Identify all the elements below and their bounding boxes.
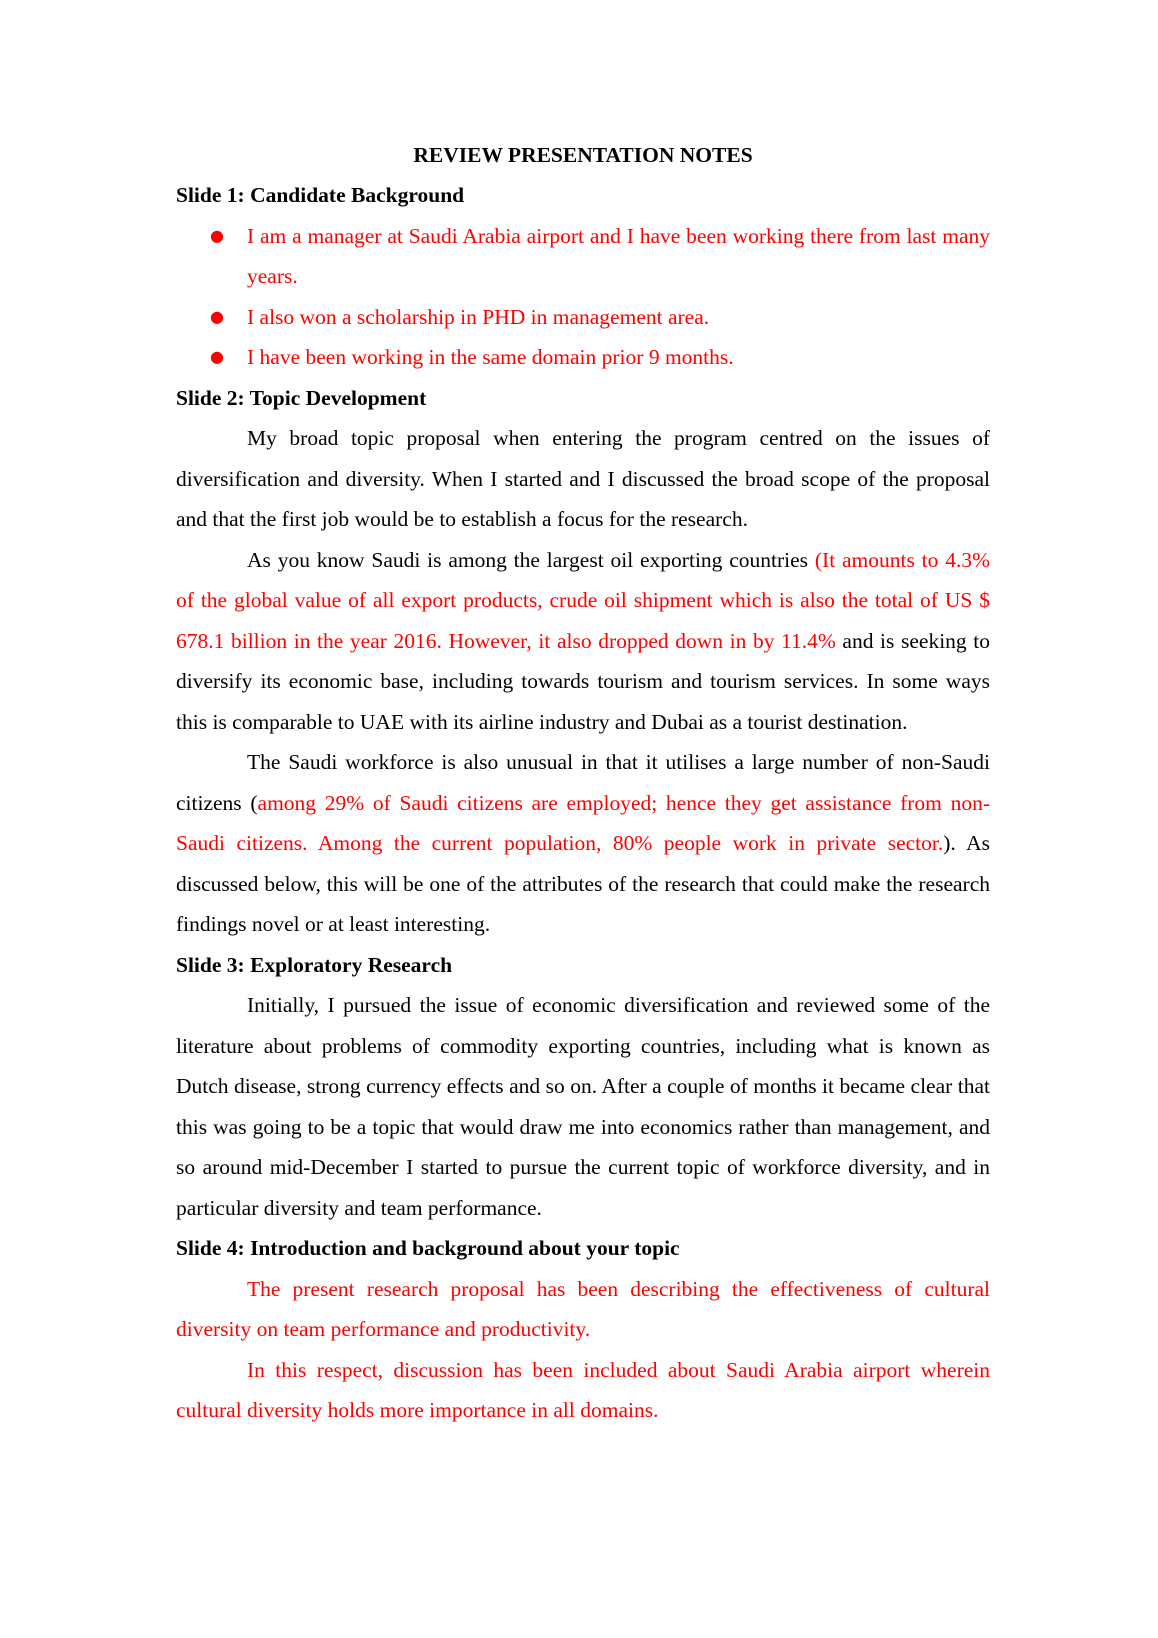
slide1-heading: Slide 1: Candidate Background — [176, 183, 465, 207]
slide2-paragraph-1: My broad topic proposal when entering the program centred on the issues of diversification and diversity. When I started and I discussed the broad scope of the proposal and that the first job would be to establish a focus for the research. — [176, 426, 990, 531]
list-item — [176, 297, 990, 338]
list-item — [176, 216, 990, 297]
paragraph-text: As you know Saudi is among the largest oil exporting countries — [247, 547, 815, 572]
slide4-heading: Slide 4: Introduction and background about your topic — [176, 1236, 680, 1260]
slide3-heading: Slide 3: Exploratory Research — [176, 952, 453, 977]
document-page — [176, 135, 990, 1431]
bullet-dot-icon: ● — [210, 225, 224, 245]
slide4-paragraph-1: The present research proposal has been describing the effectiveness of cultural diversity on team performance and productivity. — [176, 1276, 990, 1341]
highlighted-text: (It amounts to 4.3% of the global value of all export products, crude oil shipment which is also the total of US $ 678.1 billion in the year 2016. However, it also dropped down in by 11.4% — [176, 547, 990, 653]
slide2-paragraph-2 — [176, 540, 990, 743]
bullet-dot-icon: ● — [210, 347, 224, 366]
paragraph-text: and is seeking to diversify its economic base, including towards tourism and tourism services. In some ways this is comparable to UAE with its airline industry and Dubai as a tourist destination. — [176, 628, 990, 734]
bullet-text: I have been working in the same domain prior 9 months. — [247, 345, 734, 369]
document-title: REVIEW PRESENTATION NOTES — [413, 143, 753, 167]
paragraph-text: ). As discussed below, this will be one of the attributes of the research that could make the research findings novel or at least interesting. — [176, 831, 990, 936]
highlighted-text: among 29% of Saudi citizens are employed; hence they get assistance from non- Saudi citizens. Among the current population, 80% people work in private sector. — [176, 790, 990, 855]
slide2-heading: Slide 2: Topic Development — [176, 385, 427, 410]
slide1-bullet-list — [176, 216, 990, 378]
slide4-paragraph-2: In this respect, discussion has been included about Saudi Arabia airport wherein cultural diversity holds more importance in all domains. — [176, 1357, 990, 1422]
bullet-text: I also won a scholarship in PHD in management area. — [247, 304, 710, 329]
slide2-paragraph-3 — [176, 742, 990, 945]
list-item — [176, 337, 990, 378]
paragraph-text: The Saudi workforce is also unusual in that it utilises a large number of non-Saudi citizens ( — [176, 750, 990, 815]
slide3-paragraph-1: Initially, I pursued the issue of economic diversification and reviewed some of the literature about problems of commodity exporting countries, including what is known as Dutch disease, strong currency effects and so on. After a couple of months it became clear that this was going to be a topic that would draw me into economics rather than management, and so around mid-December I started to pursue the current topic of workforce diversity, and in particular diversity and team performance. — [176, 993, 990, 1220]
bullet-text: I am a manager at Saudi Arabia airport and I have been working there from last many years. — [247, 223, 990, 288]
bullet-dot-icon: ● — [210, 306, 224, 326]
